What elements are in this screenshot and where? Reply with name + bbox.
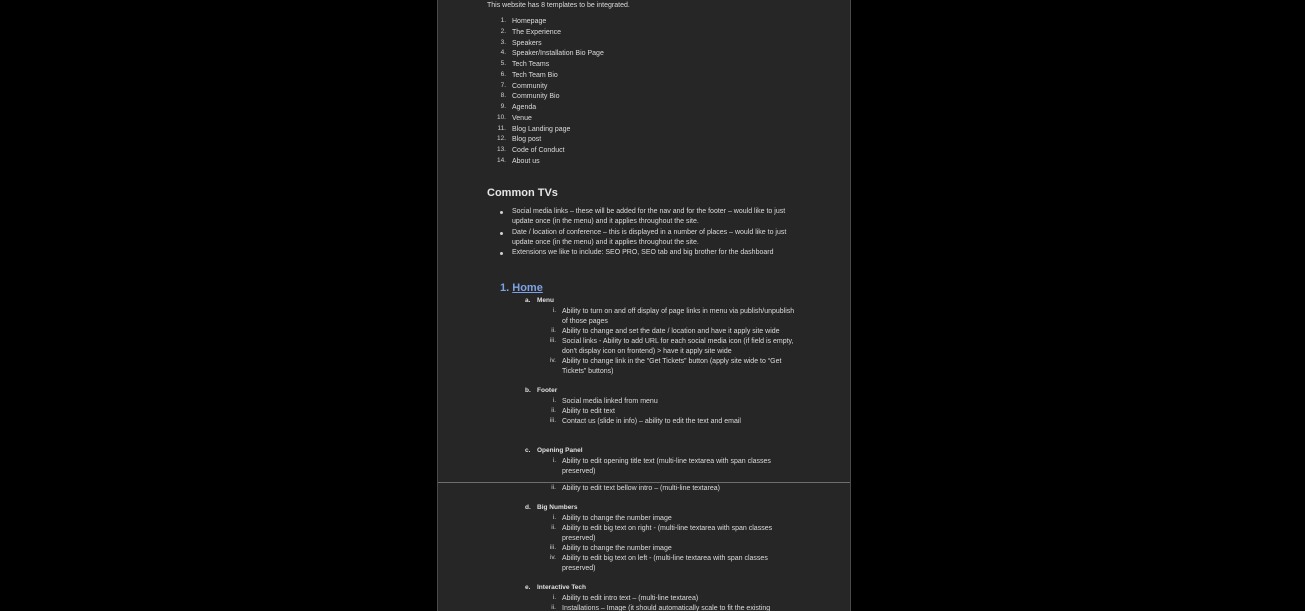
intro-text: This website has 8 templates to be integrated. bbox=[487, 2, 630, 9]
section-title: Big Numbers bbox=[537, 504, 578, 511]
section-item: preserved) bbox=[562, 468, 596, 475]
section-item: Ability to edit opening title text (multi-line textarea with span classes bbox=[562, 458, 771, 465]
roman-number: ii. bbox=[551, 604, 556, 611]
document-page bbox=[437, 0, 851, 611]
section-item: Ability to edit big text on right - (multi-line textarea with span classes bbox=[562, 525, 773, 532]
list-number: 4. bbox=[500, 49, 506, 57]
section-title: Footer bbox=[537, 387, 558, 394]
section-letter: b. bbox=[525, 387, 531, 394]
bullet-icon bbox=[500, 252, 503, 255]
section-title: Opening Panel bbox=[537, 447, 583, 454]
list-number: 7. bbox=[500, 81, 506, 89]
section-item: preserved) bbox=[562, 565, 596, 572]
section-item: Social media linked from menu bbox=[562, 398, 658, 405]
roman-number: iv. bbox=[549, 554, 556, 561]
section-letter: c. bbox=[525, 447, 531, 454]
template-item: Blog Landing page bbox=[512, 125, 571, 133]
list-number: 11. bbox=[497, 124, 506, 132]
roman-number: iii. bbox=[549, 337, 556, 344]
roman-number: i. bbox=[552, 307, 556, 314]
section-item: Ability to change the number image bbox=[562, 515, 672, 522]
roman-number: ii. bbox=[551, 327, 556, 334]
section-item: Ability to change the number image bbox=[562, 545, 672, 552]
section-item: Ability to change link in the “Get Tickets” button (apply site wide to “Get bbox=[562, 358, 782, 365]
list-number: 10. bbox=[496, 113, 506, 121]
list-number: 12. bbox=[496, 135, 506, 143]
bullet-text: update once (in the menu) and it applies throughout the site. bbox=[512, 218, 699, 225]
template-item: Community Bio bbox=[512, 93, 560, 101]
section-item: Ability to edit text bellow intro – (multi-line textarea) bbox=[562, 485, 720, 492]
home-title-link[interactable]: Home bbox=[512, 282, 543, 294]
section-letter: e. bbox=[525, 584, 531, 591]
list-number: 14. bbox=[496, 156, 506, 164]
bullet-text: Social media links – these will be added for the nav and for the footer – would like to just bbox=[512, 208, 786, 215]
section-item: Tickets” buttons) bbox=[562, 368, 614, 375]
section-item: Ability to edit intro text – (multi-line textarea) bbox=[562, 595, 699, 602]
bullet-text: update once (in the menu) and it applies throughout the site. bbox=[512, 238, 699, 246]
page-break bbox=[438, 482, 850, 483]
list-number: 13. bbox=[496, 146, 506, 153]
roman-number: i. bbox=[552, 397, 556, 404]
template-item: Code of Conduct bbox=[512, 147, 565, 154]
section-item: Contact us (slide in info) – ability to edit the text and email bbox=[562, 418, 741, 425]
template-item: Blog post bbox=[512, 136, 542, 144]
section-item: don't display icon on frontend) > have it apply site wide bbox=[562, 348, 732, 355]
roman-number: ii. bbox=[551, 407, 556, 414]
roman-number: i. bbox=[552, 594, 556, 601]
section-item: Ability to change and set the date / location and have it apply site wide bbox=[562, 328, 780, 335]
template-item: The Experience bbox=[512, 28, 562, 36]
template-item: Agenda bbox=[512, 104, 537, 111]
roman-number: iii. bbox=[549, 544, 556, 551]
bullet-icon bbox=[500, 211, 503, 214]
section-title: Interactive Tech bbox=[537, 584, 587, 591]
template-item: Venue bbox=[512, 114, 532, 122]
section-item: Ability to edit text bbox=[562, 408, 615, 415]
section-title: Menu bbox=[537, 297, 554, 304]
bullet-text: Extensions we like to include: SEO PRO, SEO tab and big brother for the dashboard bbox=[512, 249, 774, 256]
section-item: preserved) bbox=[562, 535, 596, 542]
common-tvs-heading: Common TVs bbox=[487, 187, 558, 199]
section-item: Ability to turn on and off display of page links in menu via publish/unpublish bbox=[562, 308, 795, 315]
template-item: About us bbox=[512, 157, 540, 165]
template-item: Speakers bbox=[512, 39, 542, 47]
list-number: 8. bbox=[500, 92, 506, 100]
template-item: Tech Team Bio bbox=[512, 71, 558, 79]
home-heading[interactable] bbox=[500, 282, 543, 294]
list-number: 1. bbox=[500, 17, 506, 24]
section-item: of those pages bbox=[562, 318, 608, 325]
roman-number: iv. bbox=[549, 357, 556, 364]
list-number: 5. bbox=[500, 60, 506, 67]
template-item: Tech Teams bbox=[512, 61, 550, 68]
roman-number: i. bbox=[552, 514, 556, 521]
list-number: 9. bbox=[500, 103, 506, 110]
section-item: Ability to edit big text on left - (multi-line textarea with span classes bbox=[562, 555, 768, 562]
section-item: Installations – Image (it should automatically scale to fit the existing bbox=[562, 605, 771, 611]
list-number: 3. bbox=[500, 38, 506, 46]
list-number: 2. bbox=[500, 27, 506, 35]
roman-number: i. bbox=[552, 457, 556, 464]
section-letter: a. bbox=[525, 297, 531, 304]
home-number: 1. bbox=[500, 282, 510, 294]
template-item: Speaker/Installation Bio Page bbox=[512, 50, 604, 58]
bullet-icon bbox=[500, 232, 503, 235]
roman-number: ii. bbox=[551, 524, 556, 531]
bullet-text: Date / location of conference – this is displayed in a number of places – would like to just bbox=[512, 228, 787, 236]
roman-number: ii. bbox=[551, 484, 556, 491]
roman-number: iii. bbox=[549, 417, 556, 424]
template-item: Homepage bbox=[512, 18, 547, 25]
list-number: 6. bbox=[500, 70, 506, 78]
section-item: Social links - Ability to add URL for each social media icon (if field is empty, bbox=[562, 338, 794, 345]
section-letter: d. bbox=[525, 504, 531, 511]
template-item: Community bbox=[512, 82, 548, 90]
